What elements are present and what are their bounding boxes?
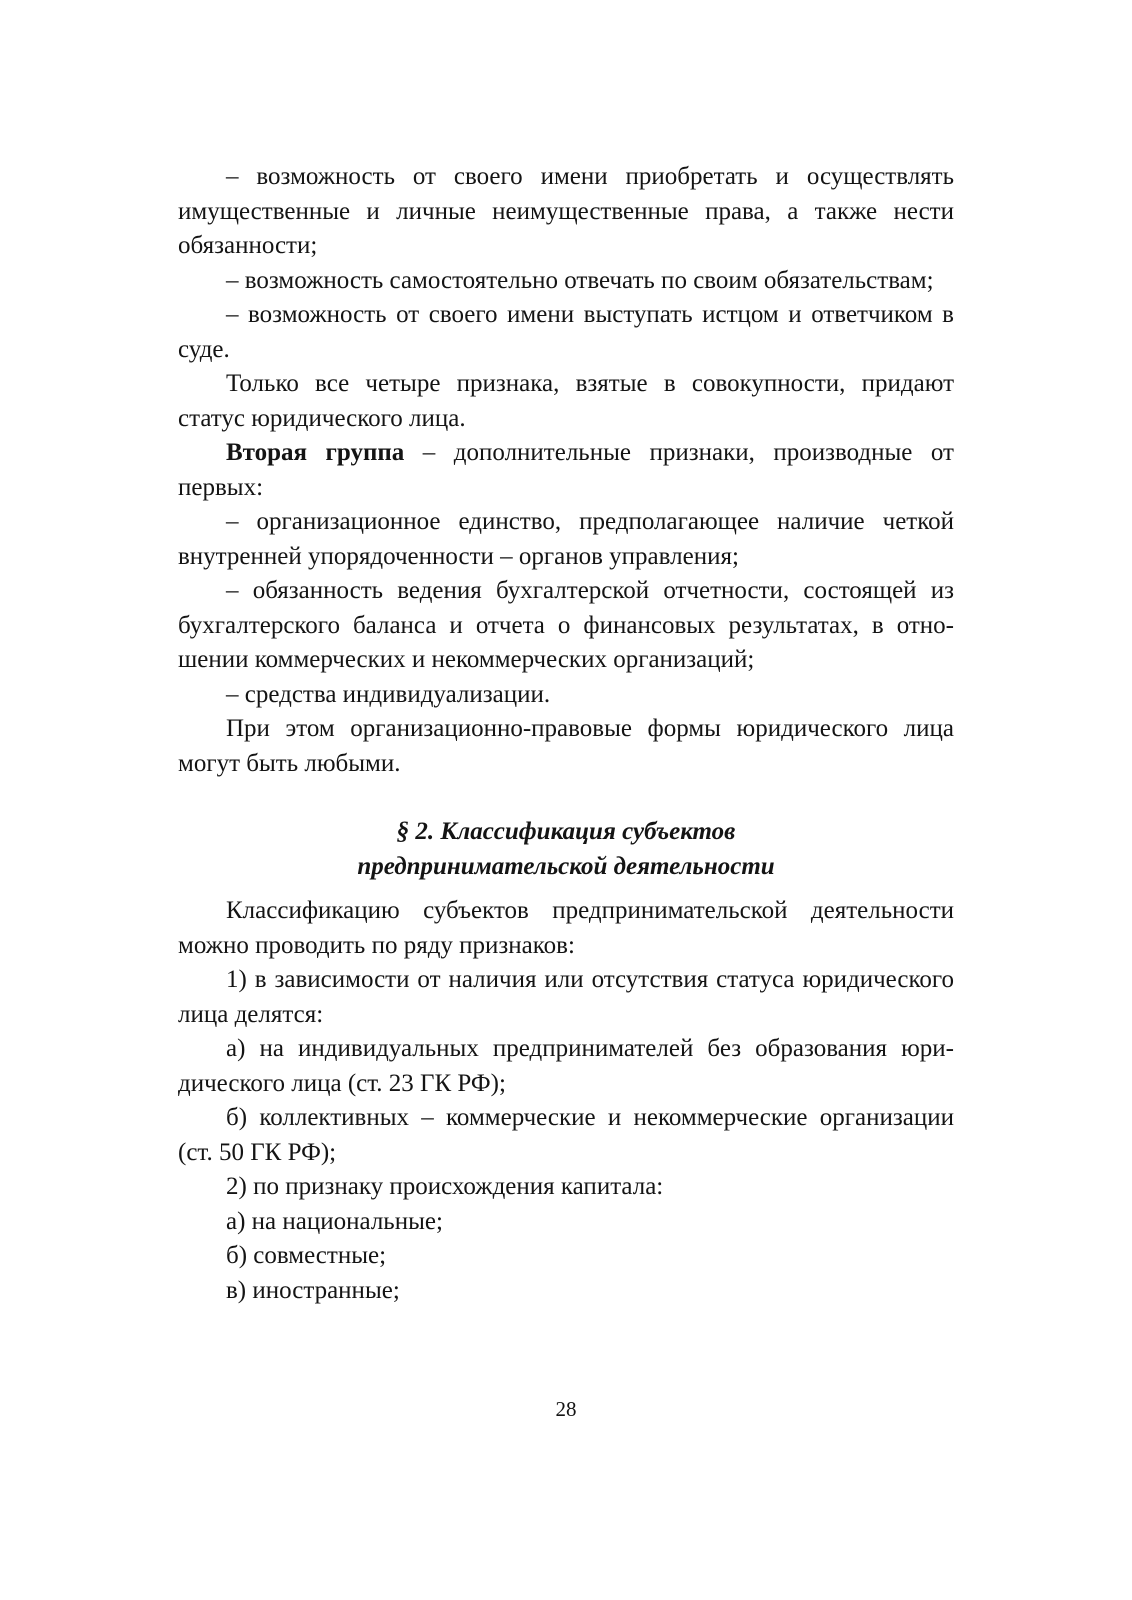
- paragraph: 1) в зависимости от наличия или отсутствия статуса юридического лица делятся:: [178, 966, 954, 1028]
- paragraph: а) на индивидуальных предпринимателей без образования юридического лица (ст. 23 ГК РФ);: [178, 1035, 954, 1097]
- section-heading: [178, 815, 954, 884]
- paragraph: в) иностранные;: [226, 1276, 400, 1304]
- paragraph: 2) по признаку происхождения капитала:: [226, 1173, 664, 1200]
- paragraph: – возможность от своего имени выступать истцом и ответчиком в суде.: [178, 301, 954, 363]
- paragraph: При этом организационно-правовые формы юридического лица могут быть любыми.: [178, 715, 954, 777]
- section-heading-line-1: § 2. Классификация субъектов: [396, 818, 736, 845]
- paragraph-second-group: [178, 436, 954, 505]
- paragraph: – средства индивидуализации.: [226, 680, 551, 708]
- paragraph: б) совместные;: [226, 1242, 387, 1269]
- paragraph: а) на национальные;: [226, 1207, 443, 1235]
- paragraph: б) коллективных – коммерческие и некоммерческие организации (ст. 50 ГК РФ);: [178, 1104, 954, 1166]
- page-number: 28: [555, 1397, 577, 1421]
- section-heading-line-2: предпринимательской деятельности: [357, 852, 775, 880]
- second-group-text: – дополнительные признаки, производные от первых:: [178, 439, 954, 501]
- paragraph: – возможность от своего имени приобретать и осуществлять имущественные и личные неимущественные права, а также нести обязанности;: [178, 163, 954, 259]
- paragraph: Классификацию субъектов предпринимательской деятельности можно проводить по ряду признаков:: [178, 897, 954, 959]
- paragraph: – возможность самостоятельно отвечать по своим обязательствам;: [226, 266, 934, 294]
- paragraph: – организационное единство, предполагающее наличие четкой внутренней упорядоченности – органов управления;: [178, 508, 954, 570]
- paragraph: Только все четыре признака, взятые в совокупности, придают статус юридического лица.: [178, 370, 954, 432]
- page-body: [178, 160, 954, 1308]
- paragraph: – обязанность ведения бухгалтерской отчетности, состоящей из бухгалтерского баланса и отчета о финансовых результатах, в отношении коммерческих и некоммерческих организаций;: [178, 577, 954, 673]
- second-group-label: Вторая группа: [226, 439, 405, 466]
